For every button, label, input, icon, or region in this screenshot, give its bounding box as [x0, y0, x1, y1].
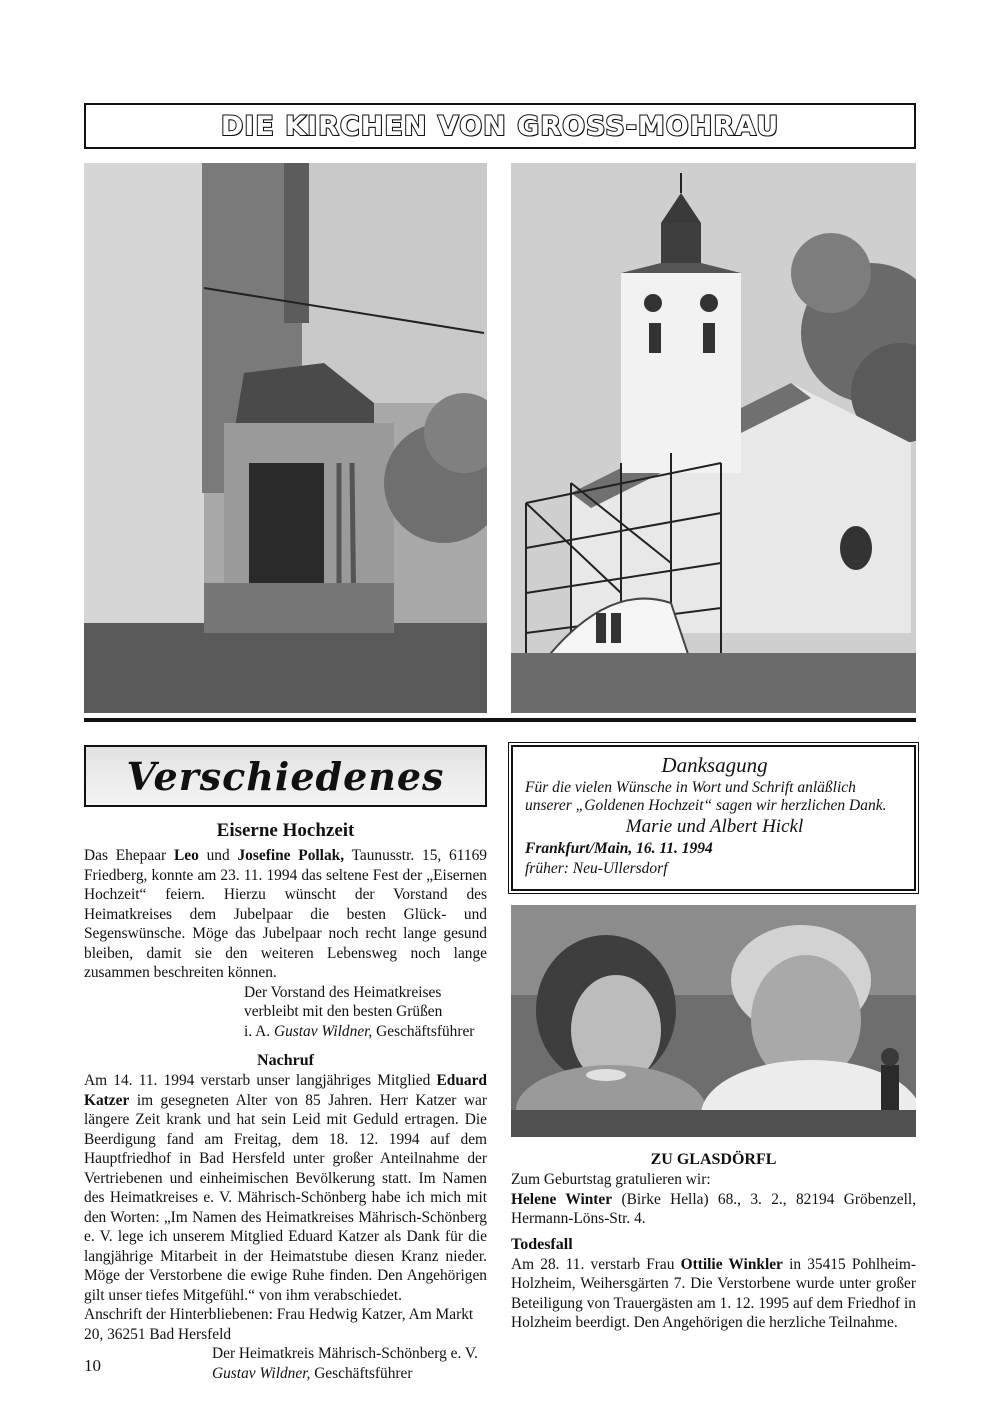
eiserne-hochzeit-heading: Eiserne Hochzeit [216, 820, 355, 841]
photo-couple [511, 905, 916, 1137]
todesfall-paragraph: Am 28. 11. verstarb Frau Ottilie Winkler in 35415 Pohlheim-Holzheim, Weihersgärten 7. Die Verstorbene wurde unter großer Beteiligung von Trauergästen am 1. 12. 1995 auf dem Friedhof in Holzheim beerdigt. Den Angehörigen die herzliche Teilnahme. [511, 1255, 916, 1331]
photo-couple-image [511, 905, 916, 1137]
danksagung-title: Danksagung [661, 753, 768, 777]
eiserne-hochzeit-signature: Der Vorstand des Heimatkreises verbleibt mit den besten Grüßen i. A. Gustav Wildner, Geschäftsführer [244, 983, 475, 1040]
glasdoerfl-entry: Helene Winter (Birke Hella) 68., 3. 2., 82194 Gröbenzell, Hermann-Löns-Str. 4. [511, 1190, 916, 1227]
eiserne-hochzeit-paragraph: Das Ehepaar Leo und Josefine Pollak, Taunusstr. 15, 61169 Friedberg, konnte am 23. 11. 1994 das seltene Fest der „Eisernen Hochzeit“ feiern. Hierzu wünscht der Vorstand des Heimatkreises dem Jubelpaar die besten Glück- und Segenswünsche. Möge das Jubelpaar noch recht lange gesund bleiben, damit sie den weiteren Lebensweg noch lange zusammen beschreiten können. [84, 847, 487, 981]
page-number: 10 [84, 1356, 101, 1375]
section-divider [84, 718, 916, 722]
nachruf-heading: Nachruf [257, 1052, 314, 1069]
left-column [84, 820, 487, 1383]
danksagung-place-date: Frankfurt/Main, 16. 11. 1994 [525, 840, 713, 857]
nachruf-address: Anschrift der Hinterbliebenen: Frau Hedwig Katzer, Am Markt 20, 36251 Bad Hersfeld [84, 1306, 474, 1343]
glasdoerfl-heading: ZU GLASDÖRFL [650, 1151, 777, 1168]
danksagung-box [511, 745, 916, 891]
photo-chapel-image [84, 163, 487, 713]
section-title: Verschiedenes [126, 753, 445, 799]
danksagung-body: Für die vielen Wünsche in Wort und Schrift anläßlich unserer „Goldenen Hochzeit“ sagen wir herzlichen Dank. [525, 779, 887, 814]
photo-chapel [84, 163, 487, 713]
nachruf-paragraph: Am 14. 11. 1994 verstarb unser langjähriges Mitglied Eduard Katzer im gesegneten Alter von 85 Jahren. Herr Katzer war längere Zeit krank und hat sein Leid mit Geduld ertragen. Die Beerdigung fand am Freitag, dem 18. 12. 1994 auf dem Hauptfriedhof in Bad Hersfeld unter großer Anteilnahme der Vertriebenen und einheimischen Bevölkerung statt. Im Namen des Heimatkreises e. V. Mährisch-Schönberg habe ich mich mit den Worten: „Im Namen des Heimatkreises Mährisch-Schönberg e. V. lege ich unserem Mitglied Eduard Katzer als Dank für die langjährige Mitarbeit in der Heimatstube diesen Kranz nieder. Möge der Verstorbene die ewige Ruhe finden. Den Angehörigen gilt unser tiefes Mitgefühl.“ von ihm verabschiedet. [84, 1072, 487, 1304]
danksagung-previous: früher: Neu-Ullersdorf [525, 860, 668, 877]
danksagung-names: Marie und Albert Hickl [625, 816, 804, 837]
section-title-box [84, 745, 487, 807]
banner-title: DIE KIRCHEN VON GROSS-MOHRAU [220, 110, 780, 142]
glasdoerfl-intro: Zum Geburtstag gratulieren wir: [511, 1171, 711, 1188]
nachruf-signature: Der Heimatkreis Mährisch-Schönberg e. V. Gustav Wildner, Geschäftsführer [212, 1345, 478, 1382]
todesfall-heading: Todesfall [511, 1235, 573, 1253]
page-banner [84, 103, 916, 149]
right-column [511, 1150, 916, 1333]
photo-church [511, 163, 916, 713]
photo-church-image [511, 163, 916, 713]
